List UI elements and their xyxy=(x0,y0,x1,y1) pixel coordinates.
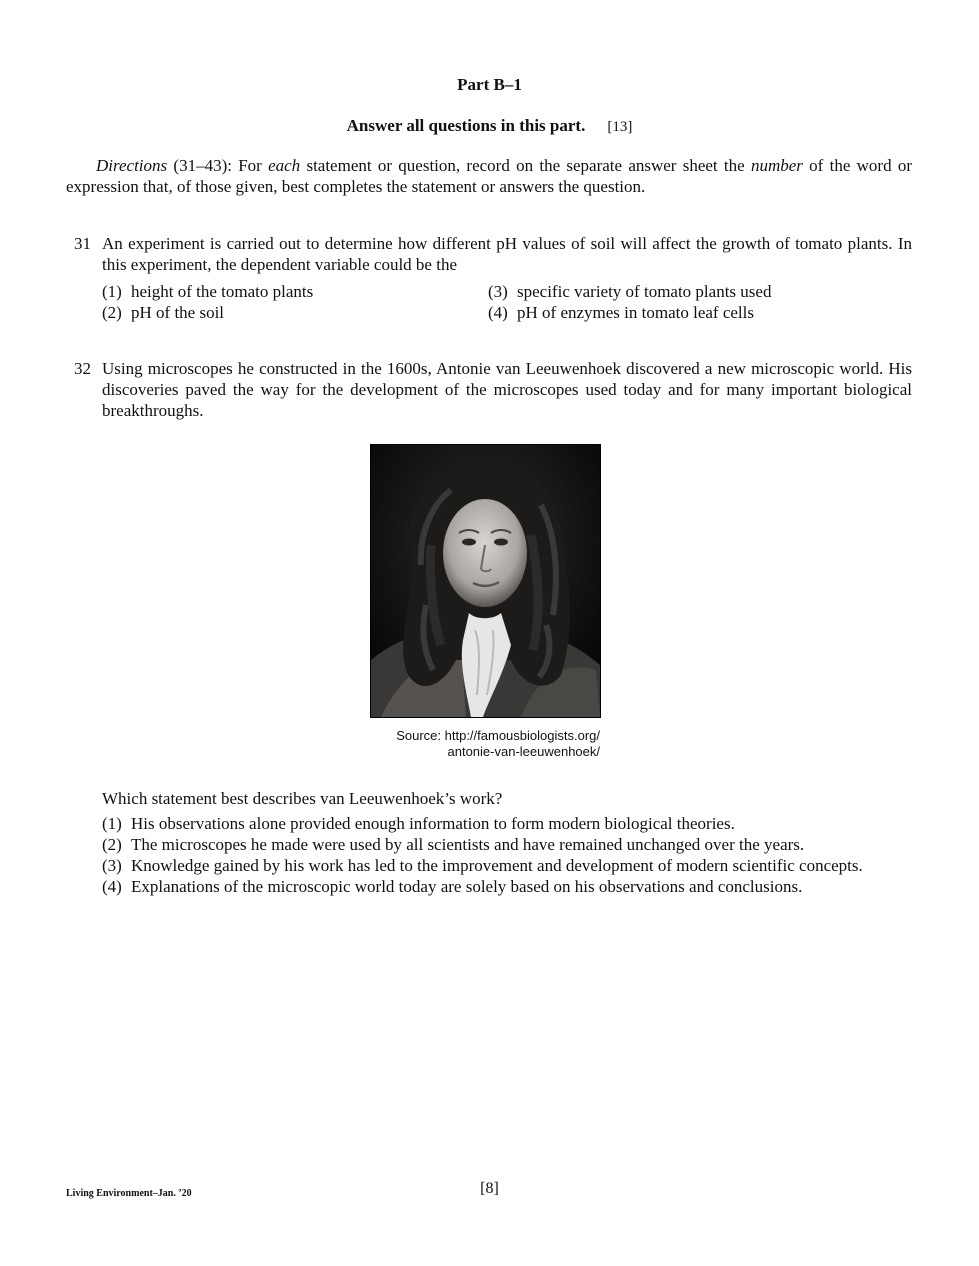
option-4 xyxy=(488,302,888,323)
footer-exam-name: Living Environment–Jan. ’20 xyxy=(66,1188,192,1199)
part-title: Part B–1 xyxy=(457,75,522,94)
question-number: 32 xyxy=(74,359,91,378)
source-line-1: Source: http://famousbiologists.org/ xyxy=(396,728,600,743)
option-text: The microscopes he made were used by all scientists and have remained unchanged over the years. xyxy=(131,835,805,854)
portrait-drawing xyxy=(371,445,600,717)
option-number: (4) xyxy=(102,877,122,896)
question-prompt: Which statement best describes van Leeuwenhoek’s work? xyxy=(102,789,503,808)
option-text: height of the tomato plants xyxy=(131,282,314,301)
option-2 xyxy=(102,302,488,323)
option-text: Knowledge gained by his work has led to the improvement and development of modern scientific concepts. xyxy=(131,856,863,875)
directions-each: each xyxy=(268,156,301,175)
option-number: (1) xyxy=(102,814,122,833)
option-number: (2) xyxy=(102,303,122,322)
option-3 xyxy=(488,281,888,302)
question-31 xyxy=(74,233,912,323)
directions-mid: statement or question, record on the separate answer sheet the xyxy=(300,156,751,175)
option-text: His observations alone provided enough information to form modern biological theories. xyxy=(131,814,735,833)
directions-end: of the word or expression that, of those given, best completes the statement or answers the question. xyxy=(66,156,912,196)
question-32 xyxy=(74,358,912,421)
answer-options xyxy=(102,281,912,323)
question-32-prompt xyxy=(74,788,912,897)
answer-options xyxy=(102,813,912,897)
instruction-text: Answer all questions in this part. xyxy=(346,116,586,135)
directions-number: number xyxy=(750,156,803,175)
question-text: Using microscopes he constructed in the 1600s, Antonie van Leeuwenhoek discovered a new microscopic world. His discoveries paved the way for the development of the microscopes used today and for many important biological breakthroughs. xyxy=(102,359,912,420)
portrait-image xyxy=(370,444,601,718)
instruction-line xyxy=(0,115,979,138)
points-value: [13] xyxy=(607,119,633,135)
option-number: (4) xyxy=(488,303,508,322)
option-1 xyxy=(102,813,912,834)
option-number: (3) xyxy=(488,282,508,301)
option-number: (1) xyxy=(102,282,122,301)
option-number: (3) xyxy=(102,856,122,875)
option-text: pH of the soil xyxy=(131,303,225,322)
option-text: Explanations of the microscopic world today are solely based on his observations and conclusions. xyxy=(131,877,803,896)
option-number: (2) xyxy=(102,835,122,854)
directions-range: (31–43): For xyxy=(167,156,269,175)
option-text: pH of enzymes in tomato leaf cells xyxy=(517,303,754,322)
source-line-2: antonie-van-leeuwenhoek/ xyxy=(447,744,600,759)
option-4 xyxy=(102,876,912,897)
option-1 xyxy=(102,281,488,302)
directions-label: Directions xyxy=(96,156,168,175)
option-3 xyxy=(102,855,912,876)
question-text: An experiment is carried out to determine how different pH values of soil will affect the growth of tomato plants. In this experiment, the dependent variable could be the xyxy=(102,234,912,274)
option-text: specific variety of tomato plants used xyxy=(517,282,772,301)
directions-paragraph xyxy=(66,155,912,197)
question-number: 31 xyxy=(74,234,91,253)
option-2 xyxy=(102,834,912,855)
image-source-caption xyxy=(300,728,600,760)
footer-page-number: [8] xyxy=(480,1180,499,1197)
